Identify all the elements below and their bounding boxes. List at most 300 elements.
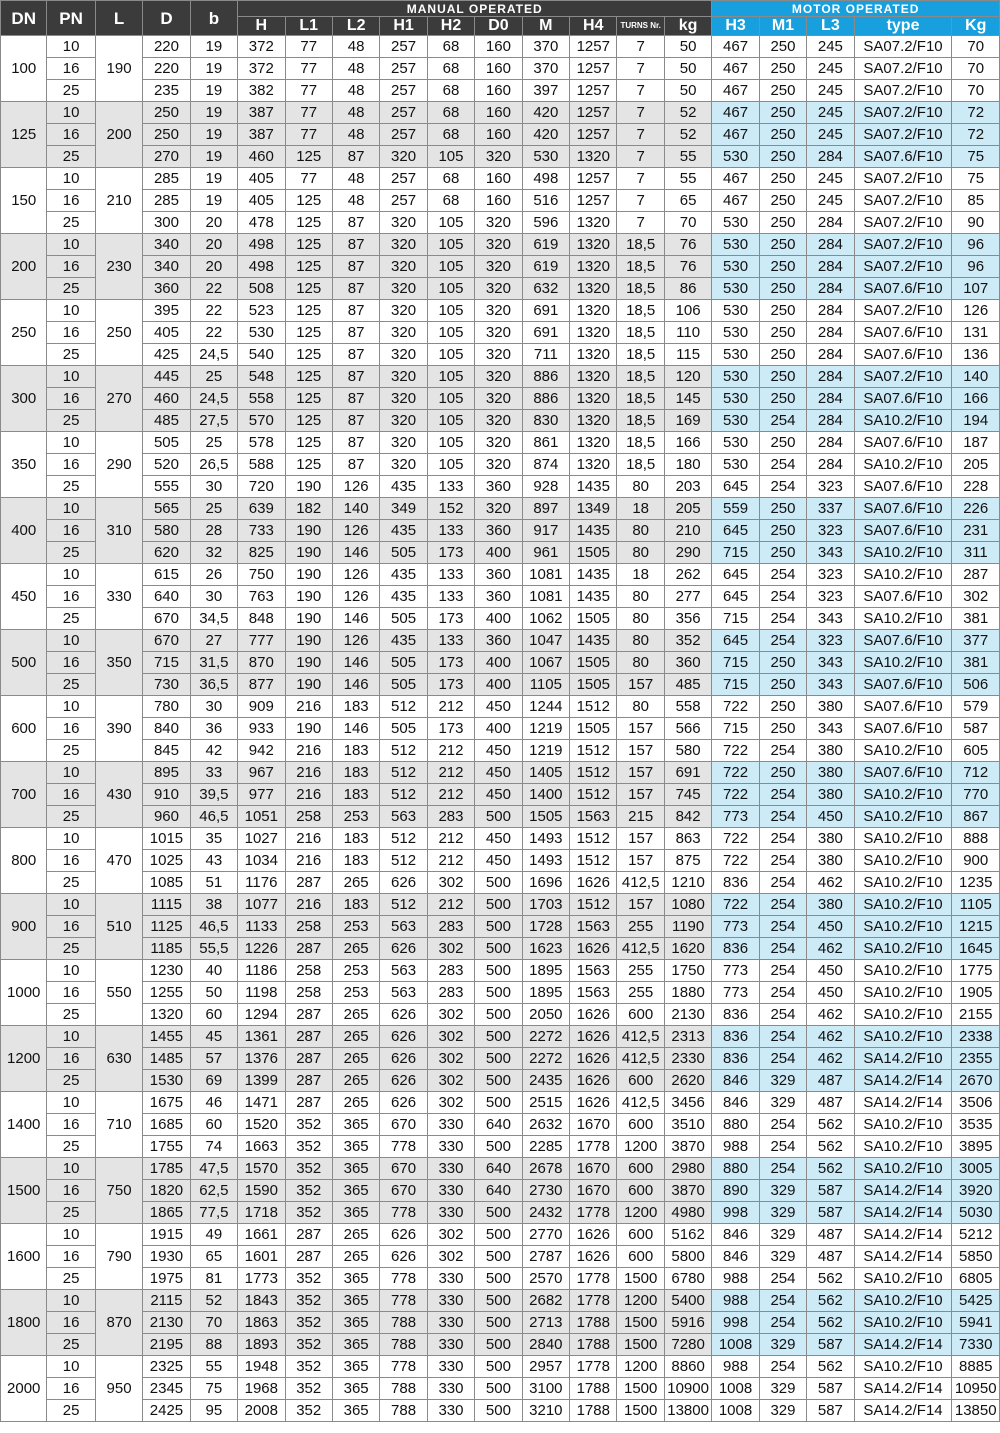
cell-l2: 265: [332, 1048, 379, 1070]
cell-h1: 778: [380, 1202, 427, 1224]
cell-m1: 250: [759, 124, 806, 146]
cell-h1: 320: [380, 344, 427, 366]
cell-m: 2730: [522, 1180, 569, 1202]
cell-h1: 778: [380, 1290, 427, 1312]
cell-m: 420: [522, 124, 569, 146]
cell-pn: 25: [47, 938, 95, 960]
cell-m: 2682: [522, 1290, 569, 1312]
cell-h: 1718: [238, 1202, 285, 1224]
cell-h4: 1257: [570, 36, 617, 58]
cell-dn: 450: [1, 564, 47, 630]
cell-l1: 190: [285, 564, 332, 586]
cell-h4: 1512: [570, 894, 617, 916]
cell-h1: 257: [380, 36, 427, 58]
cell-kg2: 96: [952, 256, 1000, 278]
cell-l3: 284: [807, 234, 854, 256]
cell-pn: 10: [47, 1224, 95, 1246]
cell-h1: 505: [380, 718, 427, 740]
cell-l1: 258: [285, 916, 332, 938]
cell-d0: 500: [475, 1202, 522, 1224]
cell-h2: 212: [427, 740, 474, 762]
cell-m: 897: [522, 498, 569, 520]
cell-m1: 254: [759, 1290, 806, 1312]
cell-h: 733: [238, 520, 285, 542]
cell-l2: 183: [332, 828, 379, 850]
cell-pn: 25: [47, 278, 95, 300]
cell-h3: 846: [712, 1070, 759, 1092]
cell-turns: 255: [617, 960, 664, 982]
cell-l1: 125: [285, 234, 332, 256]
table-row: [1, 1312, 1000, 1334]
cell-d: 1485: [143, 1048, 190, 1070]
cell-h1: 626: [380, 872, 427, 894]
cell-l2: 87: [332, 212, 379, 234]
cell-type: SA07.2/F10: [854, 102, 952, 124]
cell-m: 1493: [522, 850, 569, 872]
cell-l1: 287: [285, 1048, 332, 1070]
cell-h1: 563: [380, 960, 427, 982]
cell-b: 60: [190, 1114, 237, 1136]
cell-l1: 352: [285, 1334, 332, 1356]
cell-h4: 1257: [570, 58, 617, 80]
cell-l3: 380: [807, 696, 854, 718]
cell-m: 370: [522, 36, 569, 58]
cell-m: 3100: [522, 1378, 569, 1400]
cell-m1: 254: [759, 630, 806, 652]
cell-l1: 190: [285, 652, 332, 674]
cell-turns: 1500: [617, 1400, 664, 1422]
cell-dn: 500: [1, 630, 47, 696]
cell-kg: 262: [664, 564, 711, 586]
cell-kg: 863: [664, 828, 711, 850]
cell-m1: 250: [759, 300, 806, 322]
cell-h: 498: [238, 256, 285, 278]
cell-turns: 18,5: [617, 256, 664, 278]
cell-d0: 450: [475, 740, 522, 762]
cell-kg2: 5030: [952, 1202, 1000, 1224]
cell-d0: 320: [475, 454, 522, 476]
cell-pn: 10: [47, 36, 95, 58]
cell-m1: 254: [759, 1312, 806, 1334]
cell-dn: 400: [1, 498, 47, 564]
cell-kg: 145: [664, 388, 711, 410]
cell-h1: 320: [380, 278, 427, 300]
cell-l1: 216: [285, 762, 332, 784]
cell-h4: 1320: [570, 388, 617, 410]
cell-turns: 80: [617, 542, 664, 564]
cell-turns: 157: [617, 674, 664, 696]
cell-h2: 330: [427, 1312, 474, 1334]
cell-kg: 1880: [664, 982, 711, 1004]
cell-h: 1948: [238, 1356, 285, 1378]
cell-l: 270: [95, 366, 142, 432]
cell-d0: 500: [475, 806, 522, 828]
cell-kg2: 1215: [952, 916, 1000, 938]
cell-m: 1081: [522, 564, 569, 586]
cell-m: 1493: [522, 828, 569, 850]
cell-b: 20: [190, 234, 237, 256]
cell-dn: 350: [1, 432, 47, 498]
cell-l3: 343: [807, 674, 854, 696]
cell-l2: 265: [332, 1026, 379, 1048]
cell-l3: 487: [807, 1246, 854, 1268]
cell-d: 1125: [143, 916, 190, 938]
cell-dn: 200: [1, 234, 47, 300]
cell-m: 1405: [522, 762, 569, 784]
cell-h: 387: [238, 102, 285, 124]
cell-d: 1085: [143, 872, 190, 894]
cell-pn: 10: [47, 762, 95, 784]
cell-h3: 645: [712, 520, 759, 542]
cell-type: SA07.2/F10: [854, 366, 952, 388]
cell-turns: 600: [617, 1158, 664, 1180]
cell-l3: 284: [807, 366, 854, 388]
cell-l2: 146: [332, 674, 379, 696]
cell-h4: 1563: [570, 916, 617, 938]
cell-kg2: 900: [952, 850, 1000, 872]
cell-kg2: 136: [952, 344, 1000, 366]
cell-m: 3210: [522, 1400, 569, 1422]
cell-d0: 500: [475, 1026, 522, 1048]
cell-type: SA10.2/F10: [854, 1158, 952, 1180]
col-header-dn: DN: [1, 1, 47, 36]
cell-type: SA07.2/F10: [854, 234, 952, 256]
cell-kg2: 10950: [952, 1378, 1000, 1400]
cell-d: 425: [143, 344, 190, 366]
cell-h2: 330: [427, 1158, 474, 1180]
cell-m1: 250: [759, 366, 806, 388]
cell-turns: 18,5: [617, 454, 664, 476]
cell-m: 1062: [522, 608, 569, 630]
cell-l3: 323: [807, 630, 854, 652]
cell-pn: 16: [47, 124, 95, 146]
cell-kg2: 72: [952, 124, 1000, 146]
table-row: [1, 1180, 1000, 1202]
cell-l2: 265: [332, 1092, 379, 1114]
cell-h1: 320: [380, 410, 427, 432]
cell-pn: 16: [47, 1378, 95, 1400]
cell-h3: 722: [712, 762, 759, 784]
cell-h1: 626: [380, 938, 427, 960]
cell-h4: 1505: [570, 542, 617, 564]
cell-type: SA07.6/F10: [854, 146, 952, 168]
cell-l2: 365: [332, 1290, 379, 1312]
cell-d0: 360: [475, 630, 522, 652]
table-row: [1, 124, 1000, 146]
cell-d0: 320: [475, 212, 522, 234]
cell-l1: 125: [285, 432, 332, 454]
cell-turns: 1500: [617, 1334, 664, 1356]
cell-h3: 1008: [712, 1378, 759, 1400]
cell-l3: 245: [807, 36, 854, 58]
table-header: [1, 1, 1000, 36]
cell-h2: 68: [427, 190, 474, 212]
cell-h: 825: [238, 542, 285, 564]
cell-d: 485: [143, 410, 190, 432]
cell-m1: 250: [759, 762, 806, 784]
cell-dn: 100: [1, 36, 47, 102]
cell-l1: 125: [285, 388, 332, 410]
cell-m: 420: [522, 102, 569, 124]
cell-h4: 1320: [570, 256, 617, 278]
cell-kg2: 377: [952, 630, 1000, 652]
cell-d0: 400: [475, 652, 522, 674]
cell-h: 372: [238, 58, 285, 80]
cell-h2: 302: [427, 1048, 474, 1070]
cell-m1: 250: [759, 388, 806, 410]
cell-h3: 715: [712, 652, 759, 674]
cell-h2: 133: [427, 476, 474, 498]
cell-d0: 500: [475, 1092, 522, 1114]
cell-h1: 257: [380, 168, 427, 190]
table-row: [1, 1290, 1000, 1312]
cell-d: 1455: [143, 1026, 190, 1048]
cell-h2: 283: [427, 982, 474, 1004]
cell-l2: 365: [332, 1180, 379, 1202]
col-header-m: M: [522, 17, 569, 36]
cell-l1: 287: [285, 1224, 332, 1246]
col-header-type: type: [854, 17, 952, 36]
cell-dn: 700: [1, 762, 47, 828]
cell-h1: 788: [380, 1378, 427, 1400]
cell-l2: 146: [332, 542, 379, 564]
cell-h4: 1320: [570, 146, 617, 168]
cell-d: 1230: [143, 960, 190, 982]
cell-b: 34,5: [190, 608, 237, 630]
cell-b: 65: [190, 1246, 237, 1268]
cell-turns: 157: [617, 762, 664, 784]
cell-type: SA10.2/F10: [854, 784, 952, 806]
cell-m1: 329: [759, 1378, 806, 1400]
cell-turns: 18: [617, 498, 664, 520]
cell-kg: 50: [664, 80, 711, 102]
cell-kg2: 5850: [952, 1246, 1000, 1268]
cell-m1: 254: [759, 1114, 806, 1136]
cell-m: 2285: [522, 1136, 569, 1158]
cell-l3: 245: [807, 124, 854, 146]
cell-kg: 70: [664, 212, 711, 234]
cell-turns: 157: [617, 828, 664, 850]
cell-l1: 258: [285, 960, 332, 982]
cell-h1: 670: [380, 1114, 427, 1136]
cell-d: 2115: [143, 1290, 190, 1312]
cell-h: 1226: [238, 938, 285, 960]
cell-h2: 105: [427, 366, 474, 388]
cell-b: 26,5: [190, 454, 237, 476]
cell-h: 870: [238, 652, 285, 674]
cell-b: 25: [190, 432, 237, 454]
cell-d0: 320: [475, 322, 522, 344]
cell-pn: 25: [47, 872, 95, 894]
cell-l3: 284: [807, 146, 854, 168]
cell-m1: 250: [759, 652, 806, 674]
cell-kg2: 126: [952, 300, 1000, 322]
cell-turns: 80: [617, 652, 664, 674]
cell-h1: 505: [380, 608, 427, 630]
cell-m1: 254: [759, 1268, 806, 1290]
col-header-h2: H2: [427, 17, 474, 36]
table-row: [1, 1334, 1000, 1356]
cell-d0: 500: [475, 1290, 522, 1312]
cell-l3: 380: [807, 850, 854, 872]
cell-kg: 1080: [664, 894, 711, 916]
cell-m1: 254: [759, 872, 806, 894]
cell-type: SA10.2/F10: [854, 828, 952, 850]
cell-h: 1198: [238, 982, 285, 1004]
cell-dn: 1400: [1, 1092, 47, 1158]
cell-type: SA10.2/F10: [854, 938, 952, 960]
cell-b: 39,5: [190, 784, 237, 806]
cell-d: 895: [143, 762, 190, 784]
cell-m1: 254: [759, 608, 806, 630]
cell-d0: 320: [475, 300, 522, 322]
cell-h1: 349: [380, 498, 427, 520]
cell-pn: 10: [47, 102, 95, 124]
cell-m1: 254: [759, 410, 806, 432]
cell-l2: 253: [332, 806, 379, 828]
cell-h: 1133: [238, 916, 285, 938]
cell-dn: 600: [1, 696, 47, 762]
cell-d0: 500: [475, 1356, 522, 1378]
cell-m: 2787: [522, 1246, 569, 1268]
cell-h3: 467: [712, 58, 759, 80]
cell-l3: 587: [807, 1180, 854, 1202]
cell-b: 46,5: [190, 916, 237, 938]
cell-h4: 1778: [570, 1290, 617, 1312]
cell-h: 1590: [238, 1180, 285, 1202]
cell-type: SA10.2/F10: [854, 1026, 952, 1048]
cell-turns: 1200: [617, 1356, 664, 1378]
cell-d0: 500: [475, 894, 522, 916]
cell-m: 1505: [522, 806, 569, 828]
cell-h3: 846: [712, 1092, 759, 1114]
cell-b: 30: [190, 586, 237, 608]
cell-kg: 76: [664, 234, 711, 256]
cell-h2: 173: [427, 674, 474, 696]
cell-b: 24,5: [190, 388, 237, 410]
cell-b: 20: [190, 256, 237, 278]
cell-pn: 16: [47, 982, 95, 1004]
cell-m1: 250: [759, 102, 806, 124]
table-body: [1, 36, 1000, 1422]
cell-d: 395: [143, 300, 190, 322]
cell-h3: 467: [712, 124, 759, 146]
cell-b: 81: [190, 1268, 237, 1290]
cell-type: SA10.2/F10: [854, 1290, 952, 1312]
cell-b: 26: [190, 564, 237, 586]
cell-h3: 645: [712, 630, 759, 652]
cell-l3: 284: [807, 388, 854, 410]
cell-kg2: 587: [952, 718, 1000, 740]
cell-turns: 412,5: [617, 1026, 664, 1048]
cell-h: 1570: [238, 1158, 285, 1180]
cell-h2: 330: [427, 1202, 474, 1224]
cell-d: 1685: [143, 1114, 190, 1136]
cell-l3: 562: [807, 1114, 854, 1136]
cell-h2: 212: [427, 850, 474, 872]
cell-m: 2272: [522, 1026, 569, 1048]
cell-h4: 1435: [570, 586, 617, 608]
cell-d0: 640: [475, 1114, 522, 1136]
cell-h4: 1563: [570, 982, 617, 1004]
cell-type: SA07.6/F10: [854, 674, 952, 696]
cell-h: 1176: [238, 872, 285, 894]
cell-m: 1623: [522, 938, 569, 960]
cell-h: 877: [238, 674, 285, 696]
cell-m1: 254: [759, 1136, 806, 1158]
table-row: [1, 1158, 1000, 1180]
cell-m1: 254: [759, 916, 806, 938]
cell-type: SA07.6/F10: [854, 762, 952, 784]
cell-m: 1703: [522, 894, 569, 916]
cell-pn: 25: [47, 1268, 95, 1290]
table-row: [1, 982, 1000, 1004]
cell-l1: 125: [285, 454, 332, 476]
cell-b: 30: [190, 696, 237, 718]
cell-d0: 500: [475, 1070, 522, 1092]
col-header-d0: D0: [475, 17, 522, 36]
cell-m1: 250: [759, 256, 806, 278]
cell-type: SA14.2/F14: [854, 1224, 952, 1246]
cell-b: 19: [190, 190, 237, 212]
cell-h: 942: [238, 740, 285, 762]
cell-turns: 18,5: [617, 234, 664, 256]
cell-l2: 365: [332, 1312, 379, 1334]
cell-kg2: 75: [952, 146, 1000, 168]
cell-m: 370: [522, 58, 569, 80]
cell-h2: 105: [427, 278, 474, 300]
cell-d0: 160: [475, 80, 522, 102]
cell-m: 917: [522, 520, 569, 542]
cell-m: 886: [522, 366, 569, 388]
cell-l1: 287: [285, 938, 332, 960]
cell-type: SA07.2/F10: [854, 80, 952, 102]
cell-l2: 87: [332, 256, 379, 278]
cell-l2: 253: [332, 982, 379, 1004]
cell-h4: 1512: [570, 740, 617, 762]
cell-b: 55: [190, 1356, 237, 1378]
table-row: [1, 1114, 1000, 1136]
cell-h1: 320: [380, 234, 427, 256]
cell-h4: 1505: [570, 674, 617, 696]
cell-h2: 302: [427, 1224, 474, 1246]
cell-h1: 626: [380, 1092, 427, 1114]
cell-h4: 1349: [570, 498, 617, 520]
cell-kg: 558: [664, 696, 711, 718]
cell-d: 670: [143, 608, 190, 630]
cell-l1: 77: [285, 168, 332, 190]
cell-l1: 125: [285, 410, 332, 432]
table-row: [1, 300, 1000, 322]
cell-h1: 778: [380, 1136, 427, 1158]
cell-l2: 48: [332, 102, 379, 124]
cell-d: 270: [143, 146, 190, 168]
cell-h: 1843: [238, 1290, 285, 1312]
cell-h2: 105: [427, 344, 474, 366]
cell-m1: 254: [759, 1004, 806, 1026]
cell-d: 1975: [143, 1268, 190, 1290]
cell-h: 2008: [238, 1400, 285, 1422]
cell-b: 25: [190, 366, 237, 388]
table-row: [1, 476, 1000, 498]
cell-kg: 360: [664, 652, 711, 674]
cell-d: 1320: [143, 1004, 190, 1026]
cell-d: 555: [143, 476, 190, 498]
cell-b: 45: [190, 1026, 237, 1048]
cell-l2: 365: [332, 1378, 379, 1400]
cell-l3: 562: [807, 1268, 854, 1290]
cell-m1: 254: [759, 1048, 806, 1070]
